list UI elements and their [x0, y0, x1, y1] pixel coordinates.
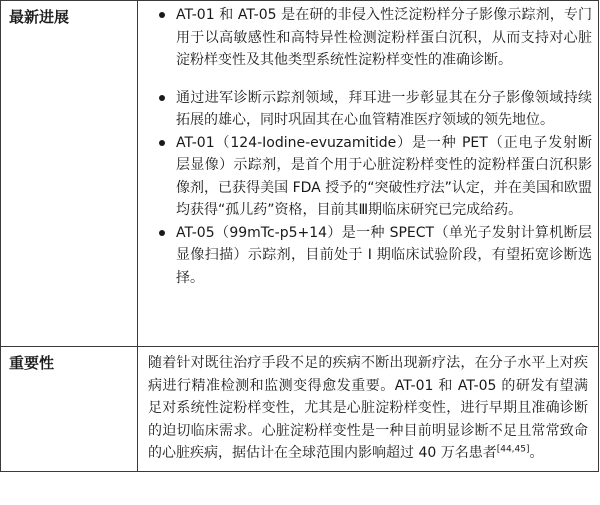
bullet-text: 通过进军诊断示踪剂领域，拜耳进一步彰显其在分子影像领域持续拓展的雄心，同时巩固其在心血管精准医疗领域的领先地位。: [176, 89, 592, 128]
list-item: [138, 132, 592, 222]
list-item: [138, 222, 592, 290]
label-cell: [1, 347, 138, 472]
bullet-text: AT-01（124-Iodine-evuzamitide）是一种 PET（正电子发射断层显像）示踪剂，是首个用于心脏淀粉样变性的淀粉样蛋白沉积影像剂，已获得美国 FDA 授予的“突破性疗法”认定，并在美国和欧盟均获得“孤儿药”资格，目前其Ⅲ期临床研究已完成给药。: [176, 134, 592, 218]
list-item: [138, 87, 592, 132]
bullet-text: AT-05（99mTc-p5+14）是一种 SPECT（单光子发射计算机断层显像扫描）示踪剂，目前处于 I 期临床试验阶段，有望拓宽诊断选择。: [176, 224, 592, 286]
bullet-list: [138, 1, 598, 289]
content-cell: [138, 1, 599, 347]
table-row-latest-progress: [1, 1, 599, 347]
content-cell: [138, 347, 599, 472]
table-row-importance: [1, 347, 599, 472]
paragraph-text: 随着针对既往治疗手段不足的疾病不断出现新疗法，在分子水平上对疾病进行精准检测和监测变得愈发重要。AT-01 和 AT-05 的研发有望满足对系统性淀粉样变性，尤其是心脏淀粉样变性，进行早期且准确诊断的迫切临床需求。心脏淀粉样变性是一种目前明显诊断不足且常常致命的心脏疾病，据估计在全球范围内影响超过 40 万名患者: [148, 355, 588, 461]
label-cell: [1, 1, 138, 347]
bullet-dot-icon: [159, 230, 165, 236]
row-label-latest-progress: 最新进展: [9, 8, 70, 26]
importance-paragraph: [138, 347, 598, 471]
bullet-dot-icon: [159, 95, 165, 101]
bullet-dot-icon: [159, 12, 165, 18]
bullet-dot-icon: [159, 140, 165, 146]
bullet-text: AT-01 和 AT-05 是在研的非侵入性泛淀粉样分子影像示踪剂，专门用于以高敏感性和高特异性检测淀粉样蛋白沉积，从而支持对心脏淀粉样变性及其他类型系统性淀粉样变性的准确诊断。: [176, 7, 592, 68]
paragraph-end: 。: [529, 445, 544, 461]
row-label-importance: 重要性: [9, 354, 55, 372]
list-item: [138, 1, 592, 72]
citation: [44,45]: [496, 444, 530, 455]
